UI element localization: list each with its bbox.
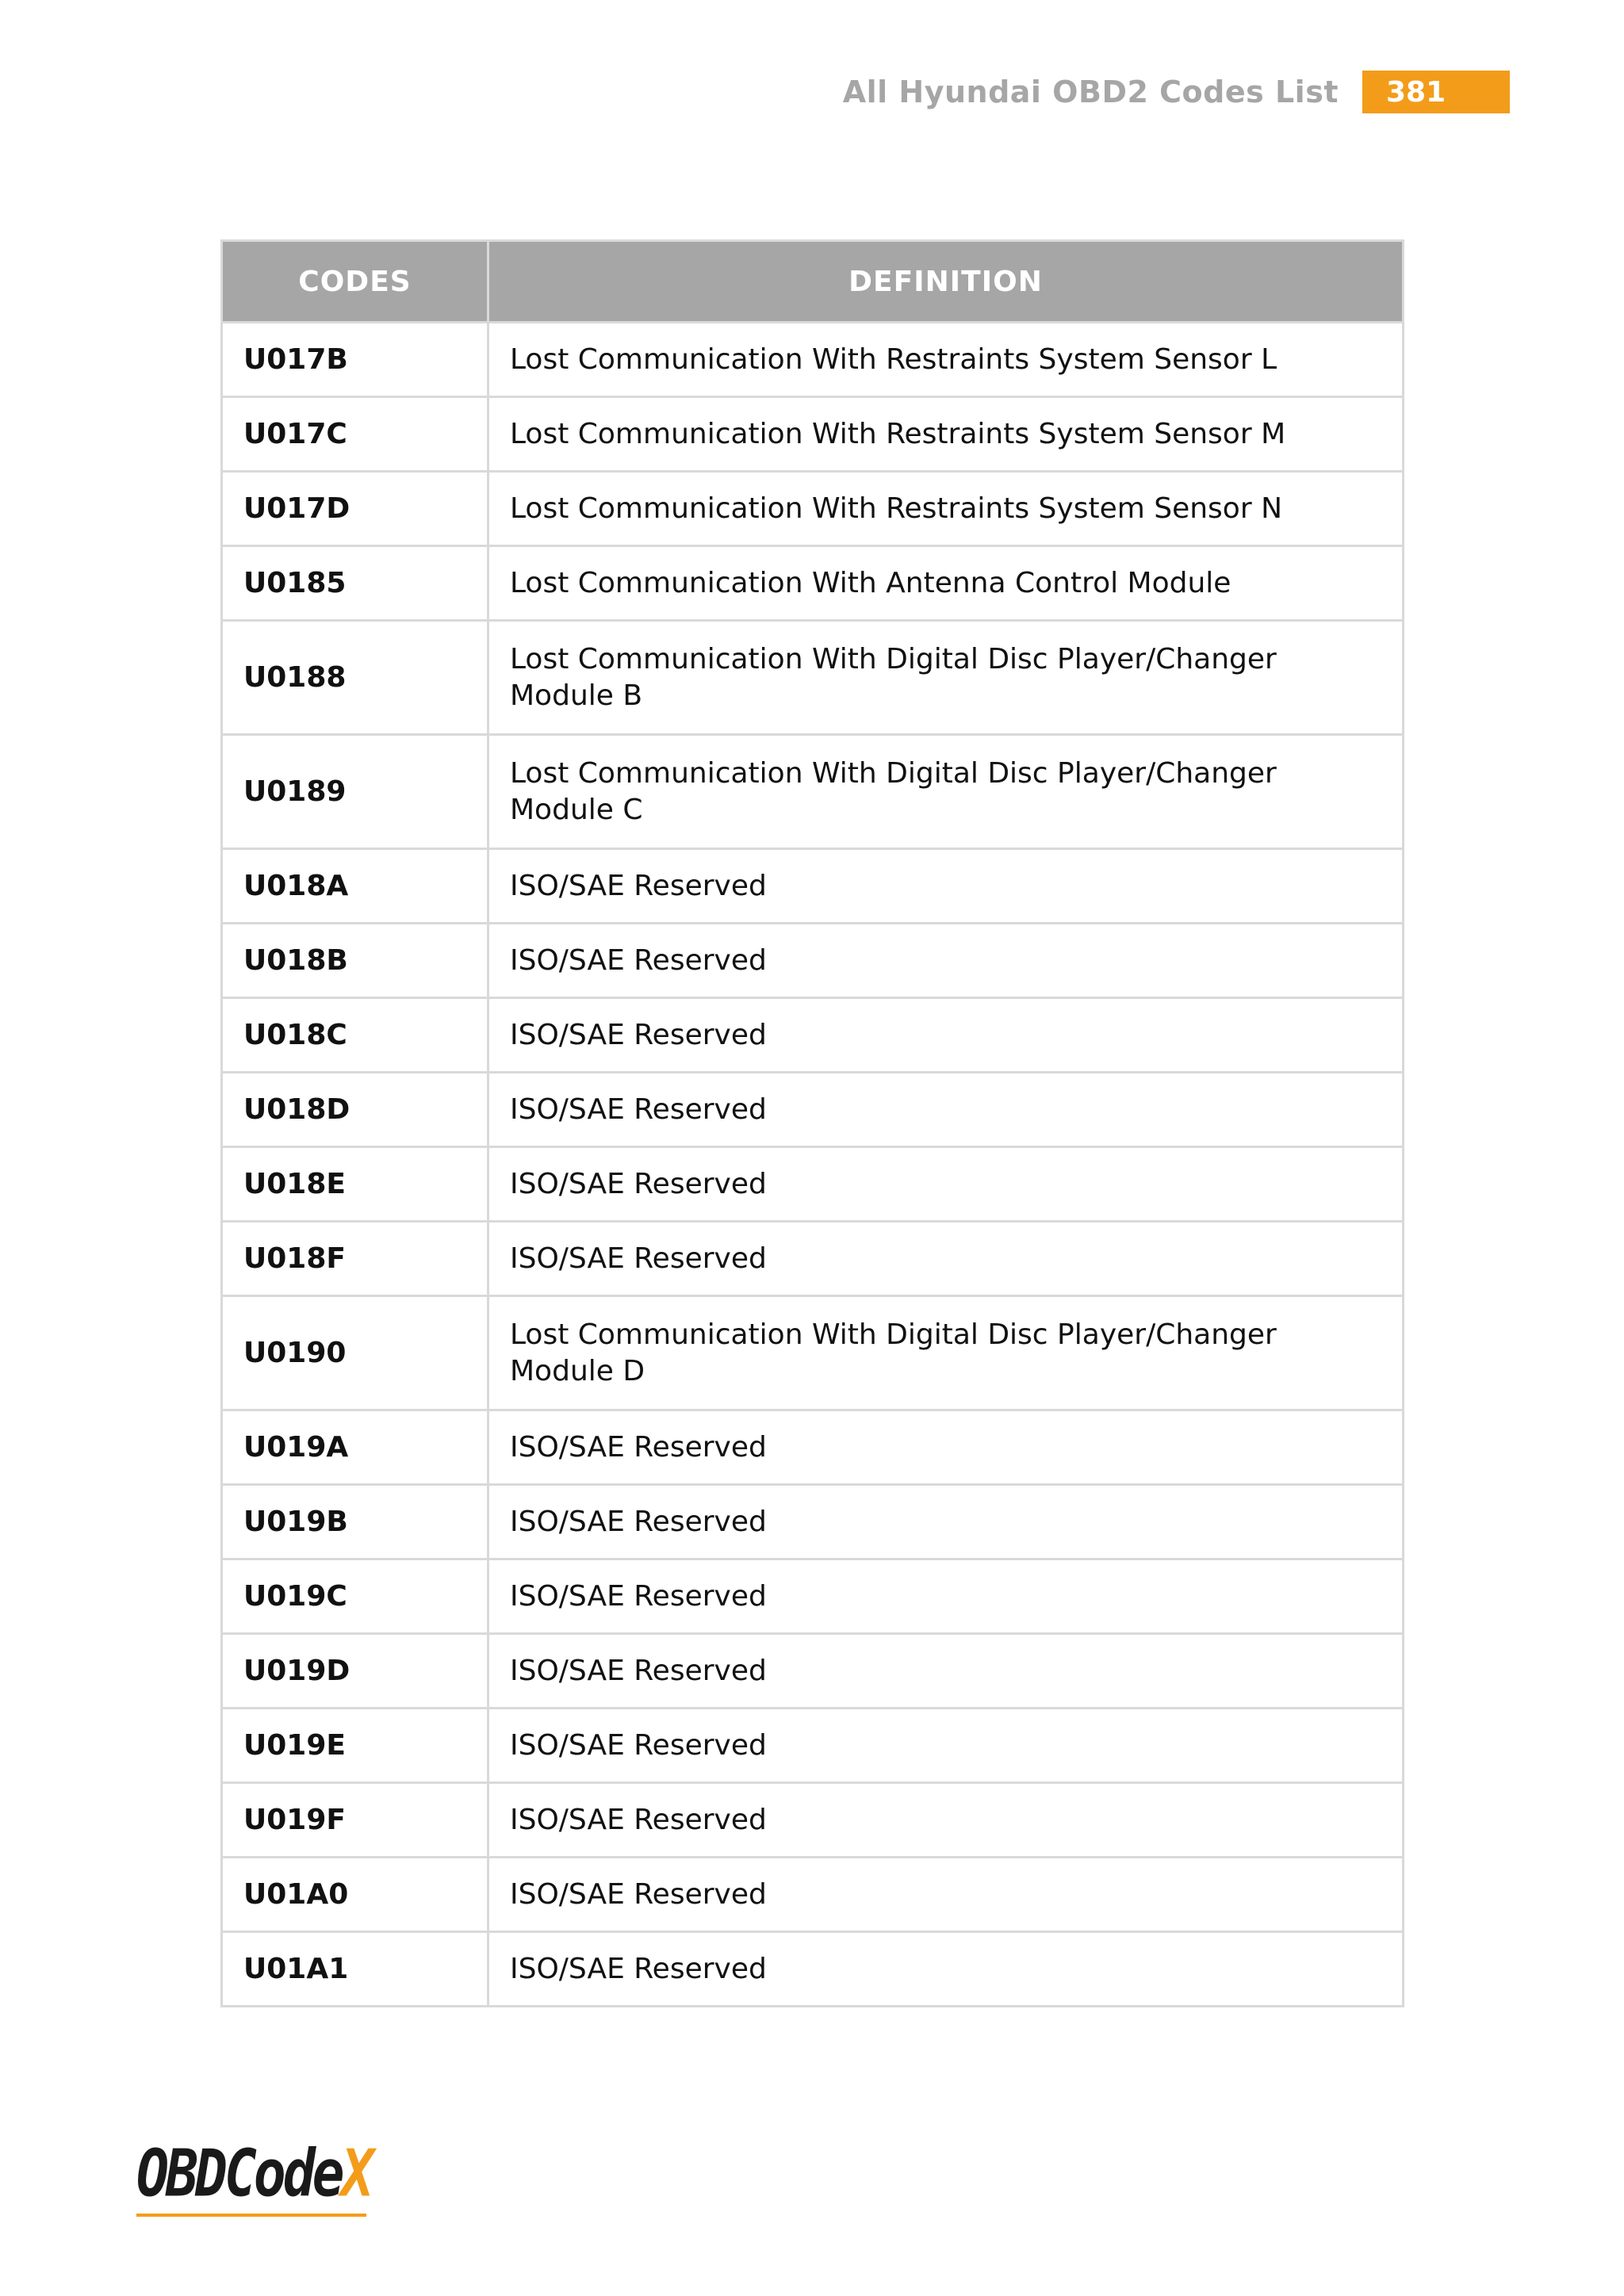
table-row [222,1222,1404,1296]
table-row [222,998,1404,1073]
table-row [222,1634,1404,1709]
table-row [222,1709,1404,1783]
code-cell: U01A0 [222,1858,488,1932]
table-row [222,924,1404,998]
definition-cell: ISO/SAE Reserved [488,1634,1404,1709]
codes-table [220,239,1404,2007]
code-cell: U0185 [222,546,488,621]
table-row [222,472,1404,546]
definition-cell: ISO/SAE Reserved [488,1410,1404,1485]
definition-cell: Lost Communication With Digital Disc Player/Changer Module D [488,1296,1404,1410]
definition-cell: ISO/SAE Reserved [488,1073,1404,1147]
logo-accent-letter: X [341,2137,371,2212]
code-cell: U019E [222,1709,488,1783]
table-row [222,323,1404,397]
definition-cell: ISO/SAE Reserved [488,1559,1404,1634]
definition-cell: ISO/SAE Reserved [488,924,1404,998]
table-row [222,1559,1404,1634]
code-cell: U01A1 [222,1932,488,2007]
definition-cell: Lost Communication With Restraints System Sensor M [488,397,1404,472]
table-row [222,546,1404,621]
table-row [222,397,1404,472]
logo-text: OBDCode [136,2137,342,2212]
code-cell: U0188 [222,621,488,735]
definition-cell: ISO/SAE Reserved [488,1485,1404,1559]
definition-cell: ISO/SAE Reserved [488,1783,1404,1858]
page-number-badge: 381 [1362,71,1510,113]
code-cell: U019F [222,1783,488,1858]
table-row [222,735,1404,849]
definition-cell: Lost Communication With Restraints System Sensor L [488,323,1404,397]
table-row [222,849,1404,924]
table-row [222,1485,1404,1559]
definition-cell: Lost Communication With Antenna Control Module [488,546,1404,621]
definition-cell: ISO/SAE Reserved [488,1222,1404,1296]
table-row [222,1783,1404,1858]
code-cell: U018F [222,1222,488,1296]
code-cell: U019A [222,1410,488,1485]
code-cell: U019C [222,1559,488,1634]
code-cell: U017C [222,397,488,472]
definition-cell: ISO/SAE Reserved [488,1709,1404,1783]
code-cell: U018C [222,998,488,1073]
table-row [222,1296,1404,1410]
logo-wordmark [136,2137,371,2212]
column-header-definition: DEFINITION [488,241,1404,323]
table-row [222,1147,1404,1222]
definition-cell: Lost Communication With Restraints System Sensor N [488,472,1404,546]
definition-cell: ISO/SAE Reserved [488,1932,1404,2007]
logo-underline [136,2214,366,2217]
table-row [222,621,1404,735]
code-cell: U017D [222,472,488,546]
column-header-codes: CODES [222,241,488,323]
code-cell: U018A [222,849,488,924]
table-row [222,1410,1404,1485]
definition-cell: ISO/SAE Reserved [488,1147,1404,1222]
code-cell: U0190 [222,1296,488,1410]
definition-cell: Lost Communication With Digital Disc Player/Changer Module C [488,735,1404,849]
definition-cell: ISO/SAE Reserved [488,1858,1404,1932]
code-cell: U019D [222,1634,488,1709]
table-row [222,1858,1404,1932]
code-cell: U018B [222,924,488,998]
table-header-row [222,241,1404,323]
obdcodex-logo [136,2137,371,2212]
code-cell: U018D [222,1073,488,1147]
table-row [222,1932,1404,2007]
code-cell: U0189 [222,735,488,849]
document-title: All Hyundai OBD2 Codes List [842,75,1339,109]
definition-cell: ISO/SAE Reserved [488,849,1404,924]
code-cell: U018E [222,1147,488,1222]
definition-cell: ISO/SAE Reserved [488,998,1404,1073]
definition-cell: Lost Communication With Digital Disc Player/Changer Module B [488,621,1404,735]
code-cell: U017B [222,323,488,397]
code-cell: U019B [222,1485,488,1559]
page-header [843,70,1510,114]
table-row [222,1073,1404,1147]
